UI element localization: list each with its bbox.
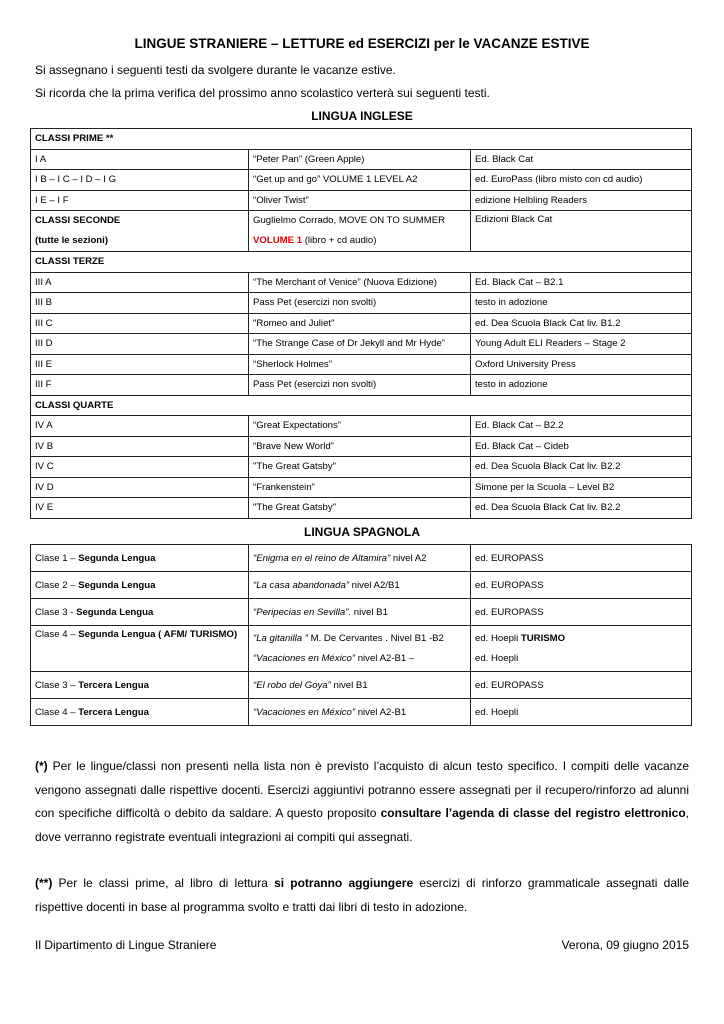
book-cell	[249, 211, 471, 252]
note-emphasis: consultare l’agenda di classe del registro elettronico	[380, 806, 686, 820]
language-level: Segunda Lengua	[76, 606, 154, 618]
class-cell: IV D	[31, 477, 249, 498]
book-level: nivel B1	[330, 679, 368, 691]
book-cell	[249, 672, 471, 699]
intro-line-2: Si ricorda che la prima verifica del prossimo anno scolastico verterà sui seguenti testi.	[35, 86, 490, 100]
note-text: Per le lingue/classi non presenti nella lista non è previsto l’acquisto di alcun testo specifico. I compiti delle vacanze vengono assegnati dalle rispettive docenti. Esercizi aggiuntivi potranno essere assegnati per il recupero/rinforzo ad alunni con specifiche difficoltà o debito da saldare. A questo proposito	[35, 759, 689, 820]
table-row	[31, 395, 692, 416]
publisher-cell: Edizioni Black Cat	[471, 211, 692, 252]
book-level: nivel A2	[390, 552, 427, 564]
publisher-cell: testo in adozione	[471, 293, 692, 314]
note-text: Per le classi prime, al libro di lettura	[52, 876, 275, 890]
publisher-cell: ed. EuroPass (libro misto con cd audio)	[471, 170, 692, 191]
publisher-cell: Simone per la Scuola – Level B2	[471, 477, 692, 498]
class-cell: IV E	[31, 498, 249, 519]
class-number: Clase 4 –	[35, 706, 79, 718]
publisher-line-1	[475, 629, 687, 649]
publisher-cell: ed. EUROPASS	[471, 545, 692, 572]
class-cell: III F	[31, 375, 249, 396]
book-cell	[249, 626, 471, 672]
table-row	[31, 626, 692, 672]
table-row	[31, 211, 692, 252]
table-row	[31, 293, 692, 314]
book-level: nivel A2-B1	[355, 706, 407, 718]
class-cell: III A	[31, 272, 249, 293]
book-cell: "The Great Gatsby"	[249, 457, 471, 478]
publisher-name: ed. Hoepli	[475, 632, 521, 644]
book-cell: Pass Pet (esercizi non svolti)	[249, 375, 471, 396]
book-level: nivel A2/B1	[349, 579, 400, 591]
language-level: Segunda Lengua	[78, 552, 156, 564]
publisher-cell: ed. EUROPASS	[471, 672, 692, 699]
publisher-series: TURISMO	[520, 632, 566, 644]
class-cell: III C	[31, 313, 249, 334]
class-cell: III D	[31, 334, 249, 355]
publisher-line-2: ed. Hoepli	[475, 652, 519, 664]
book-cell: “Sherlock Holmes”	[249, 354, 471, 375]
book-cell: “Oliver Twist”	[249, 190, 471, 211]
table-row	[31, 375, 692, 396]
book-cell: “Peter Pan” (Green Apple)	[249, 149, 471, 170]
publisher-cell: Young Adult ELI Readers – Stage 2	[471, 334, 692, 355]
class-cell	[31, 699, 249, 726]
book-cell: “The Merchant of Venice” (Nuova Edizione)	[249, 272, 471, 293]
book-line-1	[253, 629, 466, 649]
seconde-sections: (tutte le sezioni)	[35, 235, 109, 246]
note-double-asterisk	[35, 872, 689, 919]
publisher-cell: ed. Dea Scuola Black Cat liv. B2.2	[471, 457, 692, 478]
table-row	[31, 313, 692, 334]
book-cell: “Get up and go” VOLUME 1 LEVEL A2	[249, 170, 471, 191]
table-row	[31, 149, 692, 170]
table-row	[31, 599, 692, 626]
book-level: nivel A2-B1 –	[355, 652, 415, 664]
spanish-books-table	[30, 544, 692, 726]
publisher-cell: ed. EUROPASS	[471, 599, 692, 626]
class-cell: I A	[31, 149, 249, 170]
book-cell: “Frankenstein”	[249, 477, 471, 498]
class-cell: III E	[31, 354, 249, 375]
book-line-2	[253, 649, 466, 669]
table-row	[31, 436, 692, 457]
publisher-cell: Ed. Black Cat	[471, 149, 692, 170]
publisher-cell: Ed. Black Cat – B2.2	[471, 416, 692, 437]
book-title: “Enigma en el reino de Altamira”	[253, 552, 391, 564]
book-cell	[249, 545, 471, 572]
language-level: Segunda Lengua	[78, 579, 156, 591]
note-single-asterisk	[35, 755, 689, 849]
note-mark: (**)	[35, 876, 53, 890]
note-mark: (*)	[35, 759, 48, 773]
class-cell: IV B	[31, 436, 249, 457]
group-header-terze: CLASSI TERZE	[31, 252, 692, 273]
english-books-table	[30, 128, 692, 519]
class-cell	[31, 626, 249, 672]
footer-signature: Il Dipartimento di Lingue Straniere	[35, 938, 217, 952]
class-number: Clase 2 –	[35, 579, 79, 591]
class-cell: I E – I F	[31, 190, 249, 211]
table-row	[31, 334, 692, 355]
book-cell: "Romeo and Juliet"	[249, 313, 471, 334]
publisher-cell: ed. Hoepli	[471, 699, 692, 726]
class-cell: IV C	[31, 457, 249, 478]
table-row	[31, 672, 692, 699]
publisher-cell: ed. Dea Scuola Black Cat liv. B2.2	[471, 498, 692, 519]
volume-detail: (libro + cd audio)	[302, 235, 377, 246]
publisher-cell: Ed. Black Cat – B2.1	[471, 272, 692, 293]
class-number: Clase 3 –	[35, 679, 79, 691]
table-row	[31, 457, 692, 478]
group-header-prime: CLASSI PRIME **	[31, 129, 692, 150]
book-cell: "The Great Gatsby"	[249, 498, 471, 519]
table-row	[31, 498, 692, 519]
publisher-cell: ed. Dea Scuola Black Cat liv. B1.2	[471, 313, 692, 334]
seconde-label: CLASSI SECONDE	[35, 215, 121, 226]
table-row	[31, 170, 692, 191]
table-row	[31, 572, 692, 599]
group-header-seconde	[31, 211, 249, 252]
book-cell: “Brave New World”	[249, 436, 471, 457]
book-title: “El robo del Goya”	[253, 679, 331, 691]
class-cell	[31, 599, 249, 626]
volume-label: VOLUME 1	[253, 235, 303, 246]
class-cell: IV A	[31, 416, 249, 437]
table-row	[31, 699, 692, 726]
table-row	[31, 252, 692, 273]
publisher-cell	[471, 626, 692, 672]
table-row	[31, 545, 692, 572]
table-row	[31, 190, 692, 211]
book-cell: Pass Pet (esercizi non svolti)	[249, 293, 471, 314]
class-number: Clase 4 –	[35, 629, 79, 640]
book-title: “La casa abandonada”	[253, 579, 350, 591]
book-title: Guglielmo Corrado, MOVE ON TO SUMMER	[253, 215, 446, 226]
class-number: Clase 3 -	[35, 606, 77, 618]
book-cell: “The Strange Case of Dr Jekyll and Mr Hyde”	[249, 334, 471, 355]
group-header-quarte: CLASSI QUARTE	[31, 395, 692, 416]
book-title: “La gitanilla ”	[253, 632, 308, 644]
footer-date: Verona, 09 giugno 2015	[561, 938, 689, 952]
book-volume-line	[253, 231, 466, 251]
book-title: “Vacaciones en México”	[253, 706, 356, 718]
table-row	[31, 272, 692, 293]
book-cell: “Great Expectations”	[249, 416, 471, 437]
language-level: Tercera Lengua	[78, 679, 149, 691]
language-level: Segunda Lengua ( AFM/ TURISMO)	[78, 629, 238, 640]
class-number: Clase 1 –	[35, 552, 79, 564]
publisher-cell: ed. EUROPASS	[471, 572, 692, 599]
publisher-cell: Oxford University Press	[471, 354, 692, 375]
book-level: nivel B1	[351, 606, 388, 618]
table-row	[31, 477, 692, 498]
publisher-cell: testo in adozione	[471, 375, 692, 396]
note-text: , dove verranno registrate eventuali integrazioni ai compiti qui assegnati.	[35, 806, 690, 844]
document-title: LINGUE STRANIERE – LETTURE ed ESERCIZI per le VACANZE ESTIVE	[134, 36, 590, 51]
table-row	[31, 129, 692, 150]
book-title: “Peripecias en Sevilla”.	[253, 606, 352, 618]
book-title: “Vacaciones en México”	[253, 652, 356, 664]
class-cell	[31, 572, 249, 599]
class-cell: I B – I C – I D – I G	[31, 170, 249, 191]
class-cell	[31, 545, 249, 572]
spanish-section-title: LINGUA SPAGNOLA	[304, 525, 420, 539]
publisher-cell: Ed. Black Cat – Cideb	[471, 436, 692, 457]
book-cell	[249, 699, 471, 726]
table-row	[31, 354, 692, 375]
book-cell	[249, 572, 471, 599]
language-level: Tercera Lengua	[78, 706, 149, 718]
book-level: M. De Cervantes . Nivel B1 -B2	[307, 632, 444, 644]
note-text: esercizi di rinforzo grammaticale assegnati dalle rispettive docenti in base al programma svolto e tratti dai libri di testo in adozione.	[35, 876, 690, 914]
note-emphasis: si potranno aggiungere	[274, 876, 414, 890]
class-cell	[31, 672, 249, 699]
publisher-cell: edizione Helbling Readers	[471, 190, 692, 211]
table-row	[31, 416, 692, 437]
english-section-title: LINGUA INGLESE	[311, 109, 413, 123]
intro-line-1: Si assegnano i seguenti testi da svolgere durante le vacanze estive.	[35, 63, 396, 77]
book-cell	[249, 599, 471, 626]
class-cell: III B	[31, 293, 249, 314]
